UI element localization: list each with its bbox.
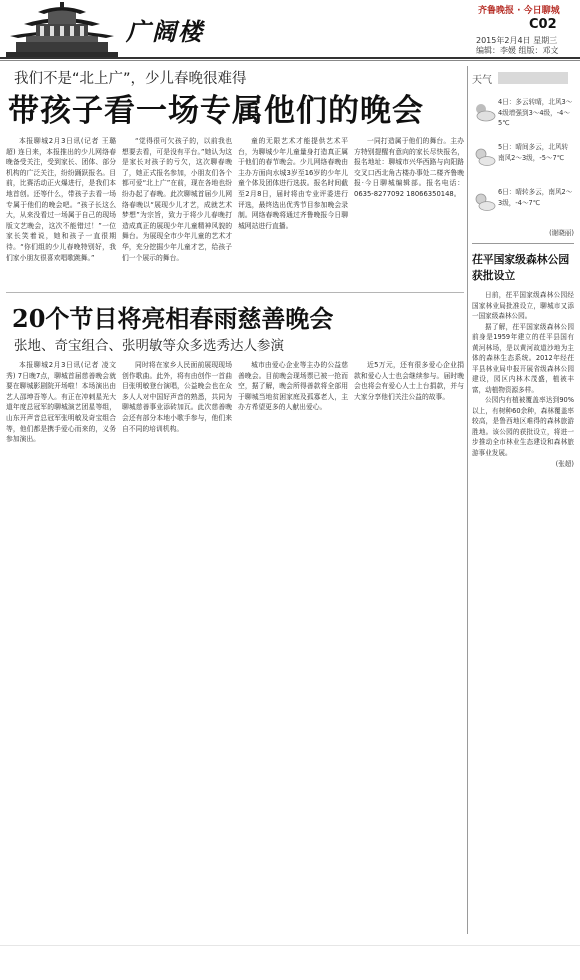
body-column [354, 360, 464, 530]
story-body [6, 360, 464, 530]
paragraph: 一同打造属于他们的舞台。主办方特别提醒有意向的家长尽快报名，报名地址：聊城市兴华西路与向阳路交叉口西北角古楼办事处二楼齐鲁晚报·今日聊城编辑部。报名电话：0635-8277092 18066350148。 [354, 137, 464, 198]
paragraph: 据了解，茌平国家级森林公园前身是1959年建立的茌平县国有黄河林场，是以黄河故道沙地为主体的森林生态系统。2012年经茌平县林业局申报开展省级森林公园建设，园区内林木茂盛，植被丰富，动植物资源多样。 [472, 322, 574, 394]
pagoda-illustration [6, 2, 118, 58]
column-divider [467, 66, 468, 934]
body-column [122, 360, 232, 530]
issue-date: 2015年2月4日 星期三 [476, 36, 558, 45]
masthead [0, 0, 580, 62]
story-charity-gala [6, 303, 464, 530]
section-title: 广阔楼 [126, 17, 204, 46]
weather-strip [498, 72, 568, 84]
story-childrens-gala [6, 68, 464, 286]
weather-source: (谢晓丽) [549, 229, 574, 237]
weather-day [472, 97, 574, 133]
main-column [6, 68, 464, 938]
masthead-rule [0, 57, 580, 59]
page-bottom-edge [0, 945, 580, 946]
paper-logo: 齐鲁晚报 · 今日聊城 [478, 6, 560, 16]
weather-label: 天气 [472, 74, 492, 86]
sidebar-divider [472, 243, 574, 244]
paragraph: 同时将在家乡人民面前展现现场创作歌曲。此外，将有由创作一首曲目张明敏登台演唱，公益晚会也在众多人人对中国好声音的熟悉，共同为聊城慈善事业添砖加瓦。此次慈善晚会还有部分本地小歌手参与，他们来自不同的培训机构。 [122, 361, 232, 433]
body-column [354, 136, 464, 286]
story-headline: 20个节目将亮相春雨慈善晚会 [12, 304, 334, 333]
body-column [6, 136, 116, 286]
weather-forecast: 5日：晴间多云，北风转南风2～3级，-5～7℃ [498, 143, 569, 162]
sidebar-column [472, 68, 574, 934]
paragraph: 本报聊城2月3日讯(记者 王璐超) 连日来，本报推出的少儿网络春晚备受关注，受到家长、团体、部分机构的广泛关注，纷纷踊跃报名。目前，比赛活动正火爆进行，是我们本地首创。还等什么，带孩子去看一场专属于他们的晚会吧。“孩子长这么大，从来没看过一场属于自己的现场版文艺晚会，这次不能错过！”一位家长笑着说，她和孩子一直很期待。“你们组的少儿春晚特别好，我们家小朋友很喜欢唱歌跳舞。” [6, 137, 116, 262]
paragraph: 城市由爱心企业等主办的公益慈善晚会。目前晚会现场票已被一抢而空，据了解，晚会所得善款将全部用于聊城当地贫困家庭及孤寡老人，主办方希望更多的人献出爱心。 [238, 361, 348, 412]
editors-line: 编辑：李媛 组版：邓文 [476, 46, 559, 55]
paragraph: 日前，茌平国家级森林公园经国家林业局批准设立，聊城市又添一国家级森林公园。 [472, 291, 574, 320]
story-kicker: 我们不是“北上广”，少儿春晚很难得 [14, 71, 247, 87]
body-column [6, 360, 116, 530]
weather-day [472, 142, 574, 178]
weather-header [472, 68, 574, 88]
story-body [6, 136, 464, 286]
sun-cloud-icon [472, 146, 496, 168]
body-column [238, 360, 348, 530]
paragraph: 本报聊城2月3日讯(记者 凌文秀) 7日晚7点，聊城首届慈善晚会就要在聊城影剧院开场啦！本场演出由艺人邵坤吾等人。有正在冲刺星光大道年度总冠军的聊城演艺团星等组，山东开声音总冠军张明敏及奇宝组合等，他们都是携手爱心而来的，义务参加演出。 [6, 361, 116, 444]
weather-day [472, 187, 574, 223]
weather-forecast: 4日：多云转晴，北风3～4级增强到3～4级，-4～5℃ [498, 98, 573, 127]
masthead-rule-thin [0, 60, 580, 61]
story-source: (张超) [555, 460, 574, 468]
story-subhead: 张地、奇宝组合、张明敏等众多选秀达人参演 [14, 338, 284, 354]
weather-forecast: 6日：晴转多云，南风2～3级，-4～7℃ [498, 188, 573, 207]
paragraph: 童的无限艺术才能提供艺术平台，为聊城少年儿童量身打造真正属于他们的春节晚会。少儿网络春晚由主办方面向水城3岁至16岁的少年儿童个体及团体进行选拔。报名时间截至2月8日，届时将由专业评委进行评选，最终选出优秀节目参加晚会录制。网络春晚将通过齐鲁晚报今日聊城网站进行直播。 [238, 137, 348, 230]
story-divider [6, 292, 464, 293]
paragraph: 近5万元，还有很多爱心企业捐款和爱心人士也会继续参与。届时晚会也将会有爱心人士上台捐款，并与大家分享他们关注公益的故事。 [354, 361, 464, 401]
partly-cloudy-icon [472, 101, 496, 123]
body-column [238, 136, 348, 286]
paragraph: “觉得很可欠孩子的，以前我也想要去看，可是没有平台。”她认为这是家长对孩子的亏欠，这次聊春晚了，她正式报名参加，小朋友们各个都可爱“北上广”在前，现在各地也纷纷办起了春晚。此次聊城首届少儿网络春晚以“展现少儿才艺，成就艺术梦想”为宗旨，致力于将少儿春晚打造成真正的展现少年儿童精神风貌的舞台。为展现全市少年儿童的艺术才华，充分挖掘少年儿童才艺，给孩子们一个展示的舞台。 [122, 137, 232, 262]
paragraph: 公园内有植被覆盖率达到90%以上，有树种60余种，森林覆盖率较高，是鲁西地区难得的森林旅游胜地。该公园的获批设立，将进一步推动全市林业生态建设和森林旅游事业发展。 [472, 396, 574, 457]
sun-cloud-icon [472, 191, 496, 213]
page-number: C02 [529, 17, 557, 32]
story-body [472, 290, 574, 458]
body-column [122, 136, 232, 286]
story-headline: 茌平国家级森林公园获批设立 [472, 253, 570, 282]
story-headline: 带孩子看一场专属他们的晚会 [8, 93, 424, 129]
